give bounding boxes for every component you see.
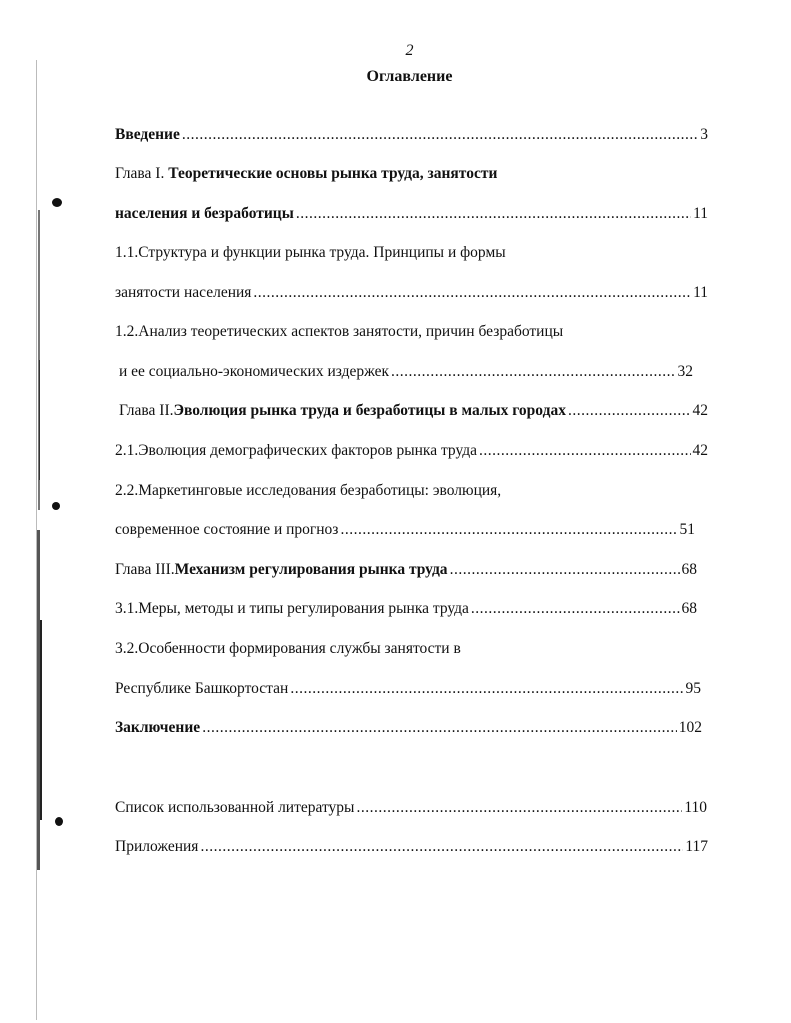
toc-leader-dots	[202, 717, 677, 739]
toc-entry-label: Республике Башкортостан	[115, 680, 289, 697]
toc-leader-dots	[296, 203, 691, 225]
toc-entry-section-2-2-cont[interactable]	[115, 519, 695, 541]
toc-entry-section-1-1-cont[interactable]	[115, 282, 708, 304]
toc-leader-dots	[471, 598, 680, 620]
toc-entry-label: 3.2.Особенности формирования службы занятости в	[115, 640, 461, 657]
toc-chapter-prefix: Глава I.	[115, 165, 169, 182]
toc-entry-label: 3.1.Меры, методы и типы регулирования рынка труда	[115, 600, 469, 617]
toc-leader-dots	[356, 797, 682, 819]
toc-entry-label: и ее социально-экономических издержек	[119, 363, 390, 380]
toc-page-number: 32	[677, 363, 693, 380]
toc-entry-label: занятости населения	[115, 284, 252, 301]
toc-entry-label: Эволюция рынка труда и безработицы в малых городах	[173, 402, 566, 419]
toc-page-number: 110	[684, 799, 707, 816]
toc-entry-chapter-1[interactable]	[115, 163, 708, 185]
toc-leader-dots	[450, 559, 680, 581]
hole-punch-mark	[52, 502, 60, 510]
toc-entry-section-3-2[interactable]	[115, 638, 708, 660]
toc-entry-label: Приложения	[115, 838, 199, 855]
toc-entry-chapter-3[interactable]	[115, 559, 697, 581]
toc-entry-conclusion[interactable]	[115, 717, 702, 739]
toc-entry-label: 2.1.Эволюция демографических факторов рынка труда	[115, 442, 478, 459]
toc-entry-label: населения и безработицы	[115, 205, 294, 222]
toc-entry-section-1-1[interactable]	[115, 242, 708, 264]
toc-page-number: 42	[692, 402, 708, 419]
toc-page-number: 117	[685, 838, 708, 855]
toc-entry-chapter-2[interactable]	[119, 400, 708, 422]
page-number: 2	[405, 42, 414, 59]
toc-entry-section-1-2[interactable]	[115, 321, 708, 343]
toc-entry-label: современное состояние и прогноз	[115, 521, 339, 538]
toc-leader-dots	[182, 124, 698, 146]
toc-entry-label: Теоретические основы рынка труда, занятости	[168, 165, 498, 182]
hole-punch-mark	[52, 198, 62, 207]
toc-page-number: 11	[693, 205, 708, 222]
toc-page-number: 51	[679, 521, 695, 538]
toc-page-number: 42	[692, 442, 708, 459]
toc-page-number: 11	[693, 284, 708, 301]
toc-entry-chapter-1-cont[interactable]	[115, 203, 708, 225]
toc-entry-label: Механизм регулирования рынка труда	[174, 561, 448, 578]
toc-entry-section-3-2-cont[interactable]	[115, 678, 701, 700]
toc-chapter-prefix: Глава II.	[119, 402, 174, 419]
toc-page-number: 3	[700, 126, 708, 143]
toc-entry-label: 1.1.Структура и функции рынка труда. Принципы и формы	[115, 244, 506, 261]
toc-entry-appendix[interactable]	[115, 836, 708, 858]
scan-edge-artifact	[30, 60, 44, 1020]
toc-leader-dots	[290, 678, 683, 700]
toc-page-number: 102	[678, 719, 702, 736]
toc-leader-dots	[391, 361, 675, 383]
page-title: Оглавление	[366, 68, 453, 85]
toc-leader-dots	[568, 400, 691, 422]
toc-page-number: 68	[681, 600, 697, 617]
toc-entry-label: 1.2.Анализ теоретических аспектов занятости, причин безработицы	[115, 323, 564, 340]
toc-entry-intro[interactable]	[115, 124, 708, 146]
toc-entry-label: Введение	[115, 126, 180, 143]
toc-page-number: 95	[685, 680, 701, 697]
toc-leader-dots	[479, 440, 690, 462]
toc-entry-section-2-1[interactable]	[115, 440, 708, 462]
toc-entry-references[interactable]	[115, 797, 707, 819]
toc-entry-label: 2.2.Маркетинговые исследования безработицы: эволюция,	[115, 482, 502, 499]
toc-entry-label: Заключение	[115, 719, 201, 736]
toc-entry-section-2-2[interactable]	[115, 480, 708, 502]
hole-punch-mark	[55, 817, 63, 826]
toc-leader-dots	[340, 519, 677, 541]
toc-chapter-prefix: Глава III.	[115, 561, 175, 578]
toc-entry-section-3-1[interactable]	[115, 598, 697, 620]
toc-leader-dots	[200, 836, 683, 858]
toc-entry-section-1-2-cont[interactable]	[119, 361, 693, 383]
toc-leader-dots	[253, 282, 691, 304]
toc-page-number: 68	[681, 561, 697, 578]
toc-entry-label: Список использованной литературы	[115, 799, 355, 816]
